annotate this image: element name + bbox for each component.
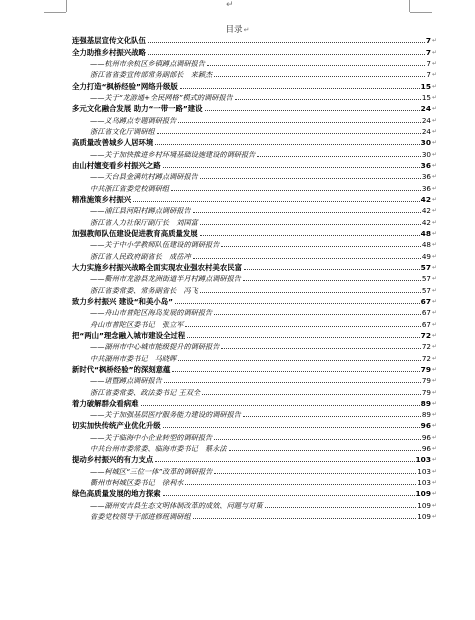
paragraph-mark-icon: ↵ — [431, 37, 437, 45]
paragraph-mark-icon: ↵ — [431, 48, 437, 56]
toc-page-number: 72 — [420, 330, 431, 340]
paragraph-mark-icon: ↵ — [431, 490, 437, 498]
dot-leader — [193, 517, 417, 519]
paragraph-mark-icon: ↵ — [431, 263, 437, 271]
paragraph-mark-icon: ↵ — [431, 445, 437, 453]
dot-leader — [243, 415, 421, 417]
toc-author-entry[interactable] — [72, 476, 437, 487]
toc-heading-entry[interactable] — [72, 79, 437, 90]
paragraph-mark-icon: ↵ — [431, 139, 437, 147]
dot-leader — [202, 393, 421, 395]
dot-leader — [229, 449, 421, 451]
toc-page-number: 103 — [415, 455, 431, 465]
paragraph-mark-icon: ↵ — [431, 286, 437, 294]
paragraph-mark-icon: ↵ — [431, 207, 437, 215]
toc-entry-text: 多元文化融合发展 助力“一带一路”建设 — [72, 104, 203, 114]
dot-leader — [133, 200, 420, 202]
crop-mark-top-left-vertical — [66, 0, 67, 12]
dot-leader — [164, 381, 421, 383]
dot-leader — [178, 359, 421, 361]
dot-leader — [163, 166, 420, 168]
paragraph-mark-icon: ↵ — [431, 309, 437, 317]
paragraph-mark-icon: ↵ — [431, 93, 437, 101]
paragraph-mark-icon: ↵ — [431, 105, 437, 113]
toc-page-number: 89 — [420, 398, 431, 408]
paragraph-mark-icon: ↵ — [431, 127, 437, 135]
dot-leader — [214, 438, 421, 440]
dot-leader — [185, 325, 420, 327]
toc-entry-text: 高质量改善城乡人居环境 — [72, 138, 154, 148]
crop-mark-top-right-vertical — [409, 0, 410, 12]
toc-entry-text: ——诸暨蹲点调研报告 — [90, 376, 162, 386]
toc-page-number: 48 — [420, 228, 431, 238]
toc-page-number: 72 — [421, 342, 431, 352]
paragraph-mark-icon: ↵ — [431, 422, 437, 430]
toc-heading-entry[interactable] — [72, 295, 437, 306]
toc-entry-text: 舟山市普陀区委书记 张立军 — [90, 319, 184, 329]
toc-subtitle-entry[interactable] — [72, 306, 437, 317]
toc-page-number: 36 — [421, 172, 431, 182]
paragraph-mark-icon: ↵ — [431, 297, 437, 305]
paragraph-mark-icon: ↵ — [431, 399, 437, 407]
toc-entry-text: 大力实施乡村振兴战略全面实现农业强农村美农民富 — [72, 262, 242, 272]
paragraph-mark-icon: ↵ — [431, 456, 437, 464]
dot-leader — [200, 291, 421, 293]
toc-subtitle-entry[interactable] — [72, 147, 437, 158]
dot-leader — [244, 268, 420, 270]
toc-entry-text: 浙江省省委宣传部常务副部长 来颖杰 — [90, 70, 213, 80]
toc-entry-text: ——湖州安吉县生态文明体制改革的成效、问题与对策 — [90, 500, 263, 510]
toc-heading-entry[interactable] — [72, 45, 437, 56]
toc-entry-text: 着力破解群众看病难 — [72, 398, 139, 408]
toc-page-number: 57 — [420, 262, 431, 272]
paragraph-mark-icon: ↵ — [431, 365, 437, 373]
toc-subtitle-entry[interactable] — [72, 498, 437, 509]
paragraph-mark-icon: ↵ — [431, 71, 437, 79]
dot-leader — [157, 132, 421, 134]
toc-heading-entry[interactable] — [72, 419, 437, 430]
toc-page-number: 89 — [421, 410, 431, 420]
toc-entry-text: 连强基层宣传文化队伍 — [72, 36, 146, 46]
paragraph-mark-icon: ↵ — [431, 501, 437, 509]
toc-entry-text: 全力打造“枫桥经验”网络升级版 — [72, 81, 178, 91]
toc-page-number: 96 — [420, 421, 431, 431]
dot-leader — [200, 234, 420, 236]
paragraph-mark-icon: ↵ — [431, 467, 437, 475]
dot-leader — [207, 64, 425, 66]
toc-subtitle-entry[interactable] — [72, 238, 437, 249]
toc-entry-text: ——天台县金满坑村蹲点调研报告 — [90, 172, 198, 182]
toc-entry-text: 致力乡村振兴 建设“和美小岛” — [72, 296, 173, 306]
paragraph-mark-icon: ↵ — [431, 195, 437, 203]
toc-subtitle-entry[interactable] — [72, 57, 437, 68]
paragraph-mark-icon: ↵ — [431, 411, 437, 419]
paragraph-mark-icon: ↵ — [431, 275, 437, 283]
toc-page-number: 7 — [425, 47, 431, 57]
toc-heading-entry[interactable] — [72, 397, 437, 408]
toc-entry-text: 浙江省人力社保厅副厅长 刘国富 — [90, 217, 198, 227]
toc-subtitle-entry[interactable] — [72, 91, 437, 102]
toc-entry-text: ——柯城区“三位一体”改革的调研报告 — [90, 466, 213, 476]
toc-author-entry[interactable] — [72, 385, 437, 396]
paragraph-mark-icon: ↵ — [431, 184, 437, 192]
toc-page-number: 109 — [417, 500, 431, 510]
toc-entry-text: 浙江省委常委、政法委书记 王双全 — [90, 387, 201, 397]
dot-leader — [155, 143, 419, 145]
toc-subtitle-entry[interactable] — [72, 374, 437, 385]
toc-entry-text: 省委党校领导干部进修班调研组 — [90, 512, 191, 522]
toc-subtitle-entry[interactable] — [72, 113, 437, 124]
toc-page-number: 15 — [421, 92, 431, 102]
toc-author-entry[interactable] — [72, 442, 437, 453]
dot-leader — [243, 279, 421, 281]
toc-page-number: 24 — [420, 104, 431, 114]
toc-author-entry[interactable] — [72, 283, 437, 294]
dot-leader — [193, 211, 421, 213]
toc-entry-text: 全力助推乡村振兴战略 — [72, 47, 146, 57]
dot-leader — [193, 257, 421, 259]
paragraph-mark-icon: ↵ — [431, 241, 437, 249]
dot-leader — [205, 109, 420, 111]
paragraph-mark-icon: ↵ — [431, 377, 437, 385]
paragraph-mark-icon: ↵ — [431, 320, 437, 328]
toc-entry-text: ——杭州市余杭区乡镇蹲点调研报告 — [90, 58, 206, 68]
toc-page-number: 30 — [420, 138, 431, 148]
toc-entry-text: ——衢州市龙游县龙洲街道半月村蹲点调研报告 — [90, 274, 241, 284]
toc-heading-entry[interactable] — [72, 34, 437, 45]
toc-entry-text: 新时代“枫桥经验”的深刻意蕴 — [72, 364, 171, 374]
toc-author-entry[interactable] — [72, 68, 437, 79]
toc-entry-text: 切实加快传统产业优化升级 — [72, 421, 161, 431]
paragraph-mark-icon: ↵ — [431, 82, 437, 90]
toc-author-entry[interactable] — [72, 510, 437, 521]
paragraph-mark-icon: ↵ — [431, 343, 437, 351]
toc-author-entry[interactable] — [72, 249, 437, 260]
toc-heading-entry[interactable] — [72, 102, 437, 113]
paragraph-mark-icon: ↵ — [431, 173, 437, 181]
dot-leader — [171, 189, 421, 191]
toc-entry-text: 加强教师队伍建设促进教育高质量发展 — [72, 228, 198, 238]
toc-heading-entry[interactable] — [72, 487, 437, 498]
toc-page-number: 36 — [421, 183, 431, 193]
toc-title-text: 目录 — [225, 25, 243, 35]
dot-leader — [221, 245, 420, 247]
toc-entry-text: 提动乡村振兴的有力支点 — [72, 455, 154, 465]
table-of-contents — [72, 34, 437, 521]
toc-entry-text: 中共浙江省委党校调研组 — [90, 183, 170, 193]
dot-leader — [200, 223, 421, 225]
dot-leader — [185, 483, 416, 485]
paragraph-mark-icon: ↵ — [431, 252, 437, 260]
toc-entry-text: ——义乌蹲点专题调研报告 — [90, 115, 177, 125]
toc-heading-entry[interactable] — [72, 329, 437, 340]
toc-page-number: 24 — [421, 126, 431, 136]
paragraph-mark-icon: ↵ — [431, 513, 437, 521]
toc-subtitle-entry[interactable] — [72, 430, 437, 441]
toc-page-number: 57 — [421, 285, 431, 295]
paragraph-mark-icon: ↵ — [431, 150, 437, 158]
paragraph-mark-icon: ↵ — [431, 116, 437, 124]
toc-entry-text: 把“两山”理念融入城市建设全过程 — [72, 330, 186, 340]
paragraph-mark-icon: ↵ — [431, 59, 437, 67]
toc-entry-text: 浙江省委常委、常务副省长 冯飞 — [90, 285, 198, 295]
dot-leader — [187, 336, 419, 338]
dot-leader — [141, 404, 420, 406]
toc-subtitle-entry[interactable] — [72, 170, 437, 181]
toc-page-number: 42 — [420, 194, 431, 204]
toc-subtitle-entry[interactable] — [72, 272, 437, 283]
paragraph-mark-icon: ↵ — [431, 331, 437, 339]
toc-entry-text: ——关于临海中小企业转型的调研报告 — [90, 432, 213, 442]
dot-leader — [214, 313, 421, 315]
toc-page-number: 30 — [421, 149, 431, 159]
dot-leader — [163, 426, 420, 428]
toc-subtitle-entry[interactable] — [72, 408, 437, 419]
toc-entry-text: 精准施策乡村振兴 — [72, 194, 132, 204]
toc-page-number: 7 — [425, 36, 431, 46]
toc-page-number: 7 — [426, 58, 431, 68]
toc-page-number: 103 — [417, 466, 431, 476]
dot-leader — [148, 41, 425, 43]
paragraph-mark-icon: ↵ — [431, 479, 437, 487]
toc-entry-text: ——舟山市普陀区海岛发展的调研报告 — [90, 308, 213, 318]
crop-mark-top-left-horizontal — [44, 12, 66, 13]
toc-page-number: 24 — [421, 115, 431, 125]
toc-author-entry[interactable] — [72, 181, 437, 192]
toc-entry-text: 浙江省文化厅调研组 — [90, 126, 155, 136]
toc-entry-text: ——关于“龙游通+全民网格”模式的调研报告 — [90, 92, 233, 102]
toc-page-number: 103 — [417, 478, 431, 488]
toc-entry-text: ——关于中小学教师队伍建设的调研报告 — [90, 240, 220, 250]
toc-heading-entry[interactable] — [72, 261, 437, 272]
toc-entry-text: ——关于加快推进乡村环境基础设施建设的调研报告 — [90, 149, 256, 159]
paragraph-mark-icon: ↵ — [431, 433, 437, 441]
toc-entry-text: 浙江省人民政府副省长 成岳冲 — [90, 251, 191, 261]
dot-leader — [180, 87, 420, 89]
toc-page-number: 67 — [421, 308, 431, 318]
toc-author-entry[interactable] — [72, 351, 437, 362]
toc-entry-text: 中共湖州市委书记 马晓晖 — [90, 353, 177, 363]
toc-entry-text: ——湖州市中心城市能级提升的调研报告 — [90, 342, 220, 352]
toc-page-number: 48 — [421, 240, 431, 250]
toc-page-number: 109 — [417, 512, 431, 522]
paragraph-mark-icon: ↵ — [431, 161, 437, 169]
toc-entry-text: 中共台州市委常委、临海市委书记 蔡永法 — [90, 444, 227, 454]
paragraph-mark-icon: ↵ — [431, 354, 437, 362]
crop-mark-top-right-horizontal — [410, 12, 432, 13]
toc-page-number: 96 — [421, 444, 431, 454]
toc-heading-entry[interactable] — [72, 193, 437, 204]
toc-subtitle-entry[interactable] — [72, 340, 437, 351]
toc-page-number: 49 — [421, 251, 431, 261]
paragraph-mark-icon: ↵ — [431, 218, 437, 226]
toc-page-number: 57 — [421, 274, 431, 284]
toc-author-entry[interactable] — [72, 125, 437, 136]
toc-heading-entry[interactable] — [72, 227, 437, 238]
toc-subtitle-entry[interactable] — [72, 464, 437, 475]
dot-leader — [175, 302, 420, 304]
toc-heading-entry[interactable] — [72, 136, 437, 147]
dot-leader — [235, 98, 421, 100]
toc-page-number: 79 — [421, 387, 431, 397]
toc-page-number: 96 — [421, 432, 431, 442]
dot-leader — [148, 53, 425, 55]
toc-page-number: 42 — [421, 206, 431, 216]
toc-entry-text: 绿色高质量发展的地方探索 — [72, 489, 161, 499]
dot-leader — [172, 370, 419, 372]
toc-page-number: 15 — [420, 81, 431, 91]
paragraph-mark-icon: ↵ — [431, 388, 437, 396]
toc-page-number: 36 — [420, 160, 431, 170]
toc-page-number: 79 — [421, 376, 431, 386]
toc-entry-text: ——浦江县河阳村蹲点调研报告 — [90, 206, 191, 216]
toc-page-number: 42 — [421, 217, 431, 227]
toc-entry-text: 衢州市柯城区委书记 徐利水 — [90, 478, 184, 488]
dot-leader — [155, 460, 414, 462]
toc-author-entry[interactable] — [72, 215, 437, 226]
toc-entry-text: 由山村嬗变看乡村振兴之路 — [72, 160, 161, 170]
paragraph-mark-icon: ↵ — [226, 0, 234, 10]
dot-leader — [178, 121, 421, 123]
dot-leader — [221, 347, 420, 349]
toc-heading-entry[interactable] — [72, 453, 437, 464]
toc-page-number: 67 — [421, 319, 431, 329]
dot-leader — [257, 155, 420, 157]
dot-leader — [163, 494, 415, 496]
toc-entry-text: ——关于加强基层医疗服务能力建设的调研报告 — [90, 410, 241, 420]
toc-heading-entry[interactable] — [72, 363, 437, 374]
toc-page-number: 79 — [420, 364, 431, 374]
dot-leader — [200, 177, 421, 179]
toc-page-number: 109 — [415, 489, 431, 499]
toc-subtitle-entry[interactable] — [72, 204, 437, 215]
toc-page-number: 67 — [420, 296, 431, 306]
paragraph-mark-icon: ↵ — [243, 26, 250, 34]
toc-page-number: 7 — [426, 70, 431, 80]
toc-page-number: 72 — [421, 353, 431, 363]
paragraph-mark-icon: ↵ — [431, 229, 437, 237]
dot-leader — [214, 472, 416, 474]
toc-author-entry[interactable] — [72, 317, 437, 328]
toc-heading-entry[interactable] — [72, 159, 437, 170]
dot-leader — [214, 75, 425, 77]
dot-leader — [265, 506, 417, 508]
